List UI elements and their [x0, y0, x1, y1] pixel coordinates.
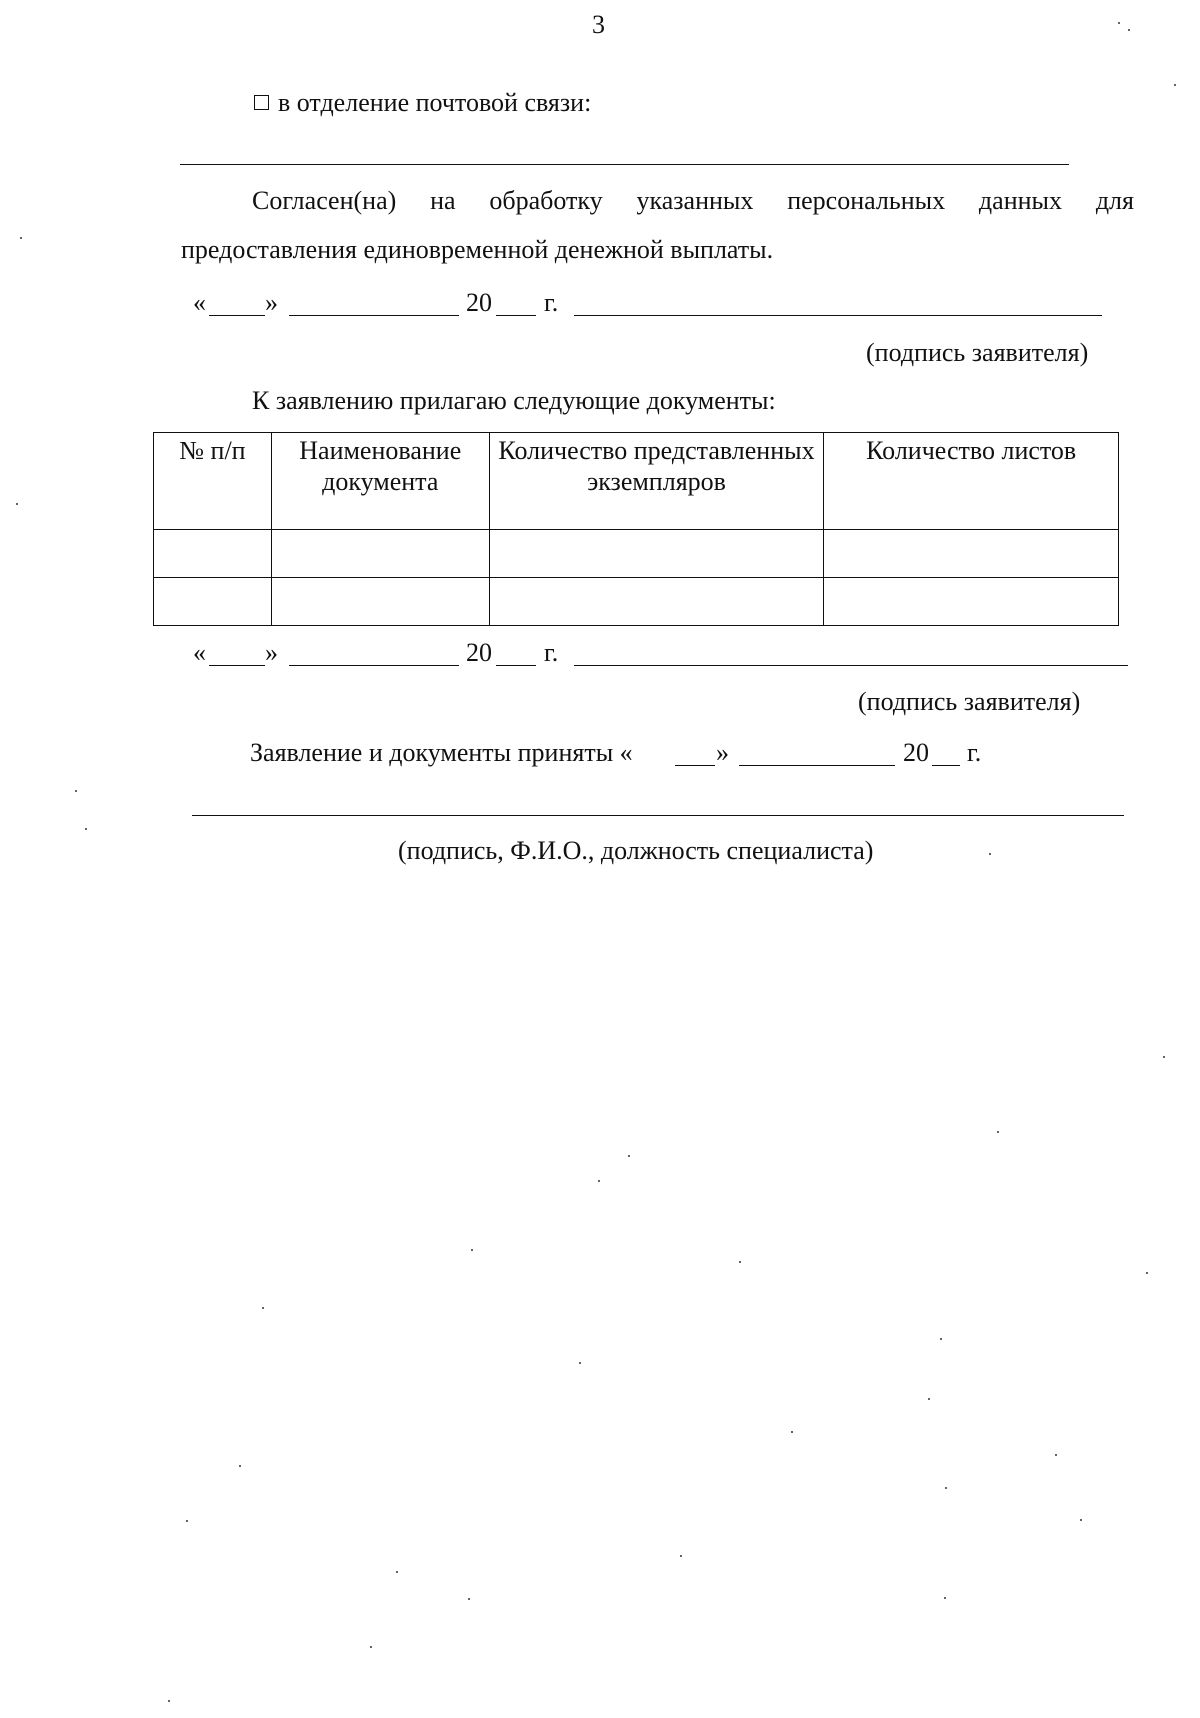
scan-speck — [168, 1700, 170, 1702]
attachments-intro: К заявлению прилагаю следующие документы: — [252, 386, 776, 415]
close-quote: » — [265, 638, 278, 667]
table-cell[interactable] — [154, 530, 272, 578]
scan-speck — [989, 853, 991, 855]
year-prefix: 20 — [466, 638, 492, 667]
postal-option-text: в отделение почтовой связи: — [278, 88, 592, 117]
table-cell[interactable] — [271, 578, 489, 626]
postal-option — [254, 88, 591, 118]
column-header-document-name: Наименование документа — [271, 433, 489, 530]
postal-address-line — [180, 164, 1069, 165]
date-line-2 — [0, 638, 1200, 668]
year-blank[interactable] — [496, 315, 536, 316]
table-header-row — [154, 433, 1119, 530]
table-row — [154, 530, 1119, 578]
year-prefix: 20 — [466, 288, 492, 317]
year-blank[interactable] — [932, 765, 960, 766]
day-blank[interactable] — [675, 765, 715, 766]
scan-speck — [20, 237, 22, 239]
day-blank[interactable] — [209, 665, 265, 666]
accepted-line — [0, 738, 1200, 768]
scan-speck — [940, 1338, 942, 1340]
scan-speck — [628, 1155, 630, 1157]
signature-blank[interactable] — [574, 315, 1102, 316]
scan-speck — [1118, 22, 1120, 24]
applicant-signature-caption-2: (подпись заявителя) — [858, 687, 1081, 716]
month-blank[interactable] — [289, 665, 459, 666]
scan-speck — [791, 1431, 793, 1433]
open-quote: « — [193, 288, 206, 317]
table-cell[interactable] — [154, 578, 272, 626]
signature-blank[interactable] — [574, 665, 1128, 666]
scan-speck — [1163, 1056, 1165, 1058]
consent-line-2: предоставления единовременной денежной выплаты. — [181, 235, 774, 264]
scan-speck — [1055, 1454, 1057, 1456]
year-suffix: г. — [967, 738, 982, 767]
table-cell[interactable] — [489, 578, 824, 626]
day-blank[interactable] — [209, 315, 265, 316]
month-blank[interactable] — [739, 765, 895, 766]
scan-speck — [598, 1180, 600, 1182]
scan-speck — [1128, 29, 1130, 31]
column-header-number: № п/п — [154, 433, 272, 530]
scan-speck — [1146, 1272, 1148, 1274]
checkbox-icon[interactable] — [254, 95, 269, 110]
scan-speck — [262, 1307, 264, 1309]
scan-speck — [739, 1261, 741, 1263]
open-quote: « — [193, 638, 206, 667]
scan-speck — [396, 1571, 398, 1573]
specialist-signature-line — [192, 815, 1124, 816]
page-number: 3 — [592, 10, 605, 39]
column-header-sheets: Количество листов — [824, 433, 1119, 530]
scan-speck — [944, 1597, 946, 1599]
close-quote: » — [716, 738, 729, 767]
scan-speck — [1080, 1519, 1082, 1521]
column-header-copies: Количество представленных экземпляров — [489, 433, 824, 530]
scan-speck — [579, 1362, 581, 1364]
table-cell[interactable] — [271, 530, 489, 578]
specialist-signature-caption: (подпись, Ф.И.О., должность специалиста) — [398, 836, 874, 865]
scan-speck — [468, 1598, 470, 1600]
accepted-text: Заявление и документы приняты « — [250, 738, 633, 767]
scan-speck — [16, 503, 18, 505]
scan-speck — [471, 1249, 473, 1251]
scan-speck — [945, 1487, 947, 1489]
applicant-signature-caption-1: (подпись заявителя) — [866, 338, 1089, 367]
year-suffix: г. — [544, 638, 559, 667]
scan-speck — [75, 790, 77, 792]
scan-speck — [370, 1646, 372, 1648]
scan-speck — [239, 1465, 241, 1467]
close-quote: » — [265, 288, 278, 317]
scan-speck — [186, 1520, 188, 1522]
table-row — [154, 578, 1119, 626]
month-blank[interactable] — [289, 315, 459, 316]
table-cell[interactable] — [824, 578, 1119, 626]
documents-table — [153, 432, 1119, 626]
table-cell[interactable] — [824, 530, 1119, 578]
scan-speck — [680, 1555, 682, 1557]
year-prefix: 20 — [903, 738, 929, 767]
year-suffix: г. — [544, 288, 559, 317]
scan-speck — [928, 1398, 930, 1400]
year-blank[interactable] — [496, 665, 536, 666]
scan-speck — [85, 828, 87, 830]
scan-speck — [997, 1131, 999, 1133]
date-line-1 — [0, 288, 1200, 318]
consent-line-1: Согласен(на) на обработку указанных персональных данных для — [252, 186, 1134, 215]
table-cell[interactable] — [489, 530, 824, 578]
scan-speck — [1174, 84, 1176, 86]
